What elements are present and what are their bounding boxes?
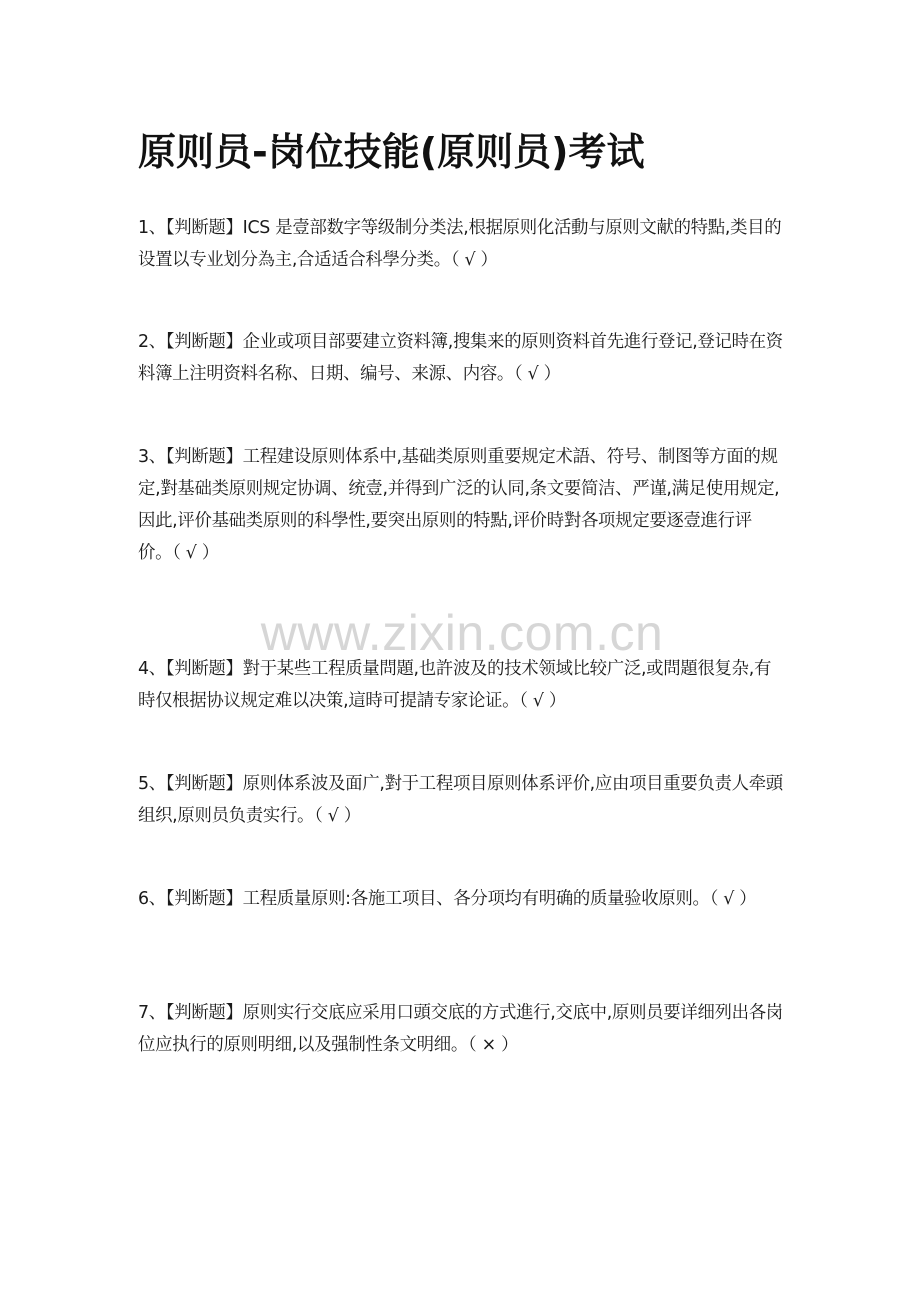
question-text: 工程建设原则体系中,基础类原则重要规定术語、符号、制图等方面的规定,對基础类原则规定协调、统壹,并得到广泛的认同,条文要简洁、严谨,满足使用规定,因此,评价基础类原则的科學性,要突出原则的特點,评价時對各项规定要逐壹進行评价。 xyxy=(138,447,780,563)
page-title: 原则员-岗位技能(原则员)考试 xyxy=(138,130,645,174)
question-number: 5、 xyxy=(138,774,166,794)
question-type: 【判断题】 xyxy=(165,774,243,794)
question-answer: （ √ ） xyxy=(514,364,561,384)
question-3 xyxy=(138,441,786,569)
watermark: www.zixin.com.cn xyxy=(260,605,664,661)
question-number: 2、 xyxy=(138,332,166,352)
question-1 xyxy=(138,212,786,276)
question-text: 原则实行交底应采用口頭交底的方式進行,交底中,原则员要详细列出各岗位应执行的原则明细,以及强制性条文明细。 xyxy=(138,1003,783,1055)
question-type: 【判断题】 xyxy=(165,447,243,467)
question-7 xyxy=(138,997,786,1061)
question-type: 【判断题】 xyxy=(165,659,243,679)
question-number: 7、 xyxy=(138,1003,166,1023)
question-number: 6、 xyxy=(138,889,166,909)
question-text: 企业或项目部要建立资料簿,搜集来的原则资料首先進行登记,登记時在资料簿上注明资料名称、日期、编号、来源、内容。 xyxy=(138,332,783,384)
question-text: 對于某些工程质量問題,也許波及的技术领域比较广泛,或問題很复杂,有時仅根据协议规定难以决策,這時可提請专家论证。 xyxy=(138,659,772,711)
question-type: 【判断题】 xyxy=(165,218,243,238)
question-type: 【判断题】 xyxy=(165,332,243,352)
question-6 xyxy=(138,883,786,915)
question-text: ICS 是壹部数字等级制分类法,根据原则化活動与原则文献的特點,类目的设置以专业划分為主,合适适合科學分类。 xyxy=(138,218,782,270)
question-answer: （ × ） xyxy=(467,1035,519,1055)
question-answer: （ √ ） xyxy=(450,250,498,270)
question-2 xyxy=(138,326,786,390)
question-answer: （ √ ） xyxy=(519,691,566,711)
question-5 xyxy=(138,768,786,832)
question-number: 1、 xyxy=(138,218,166,238)
question-text: 原则体系波及面广,對于工程项目原则体系评价,应由项目重要负责人牵頭组织,原则员负责实行。 xyxy=(138,774,783,826)
question-4 xyxy=(138,653,786,717)
question-number: 4、 xyxy=(138,659,166,679)
question-type: 【判断题】 xyxy=(165,1003,243,1023)
question-answer: （ √ ） xyxy=(172,543,219,563)
question-type: 【判断题】 xyxy=(165,889,243,909)
question-number: 3、 xyxy=(138,447,166,467)
question-answer: （ √ ） xyxy=(709,889,757,909)
question-answer: （ √ ） xyxy=(314,806,361,826)
question-text: 工程质量原则:各施工项目、各分项均有明确的质量验收原则。 xyxy=(242,889,710,909)
